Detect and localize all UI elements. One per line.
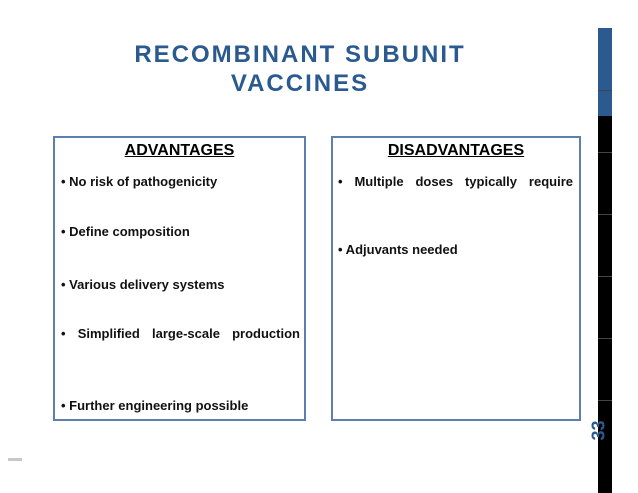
disadvantages-header: DISADVANTAGES bbox=[387, 142, 525, 159]
stripe-tick bbox=[598, 338, 612, 339]
slide-number: 33 bbox=[588, 420, 609, 441]
advantage-item: • Simplified large-scale production bbox=[61, 326, 300, 341]
stripe-tick bbox=[598, 214, 612, 215]
advantage-item: • Define composition bbox=[61, 224, 190, 239]
advantage-item: • Various delivery systems bbox=[61, 277, 225, 292]
disadvantage-item: • Adjuvants needed bbox=[338, 242, 458, 257]
advantage-item: • Further engineering possible bbox=[61, 398, 249, 413]
footer-mark bbox=[8, 458, 22, 461]
disadvantage-item: • Multiple doses typically require bbox=[338, 174, 573, 189]
slide-title-line-1: RECOMBINANT SUBUNIT bbox=[134, 41, 466, 68]
disadvantages-panel bbox=[331, 136, 581, 421]
stripe-tick bbox=[598, 152, 612, 153]
slide-title-line-2: VACCINES bbox=[230, 70, 370, 97]
slide-title bbox=[60, 40, 540, 98]
advantage-item: • No risk of pathogenicity bbox=[61, 174, 218, 189]
stripe-tick bbox=[598, 400, 612, 401]
advantages-panel bbox=[53, 136, 306, 421]
stripe-accent bbox=[598, 28, 612, 116]
advantages-header: ADVANTAGES bbox=[124, 142, 235, 159]
stripe-tick bbox=[598, 276, 612, 277]
stripe-tick bbox=[598, 90, 612, 91]
